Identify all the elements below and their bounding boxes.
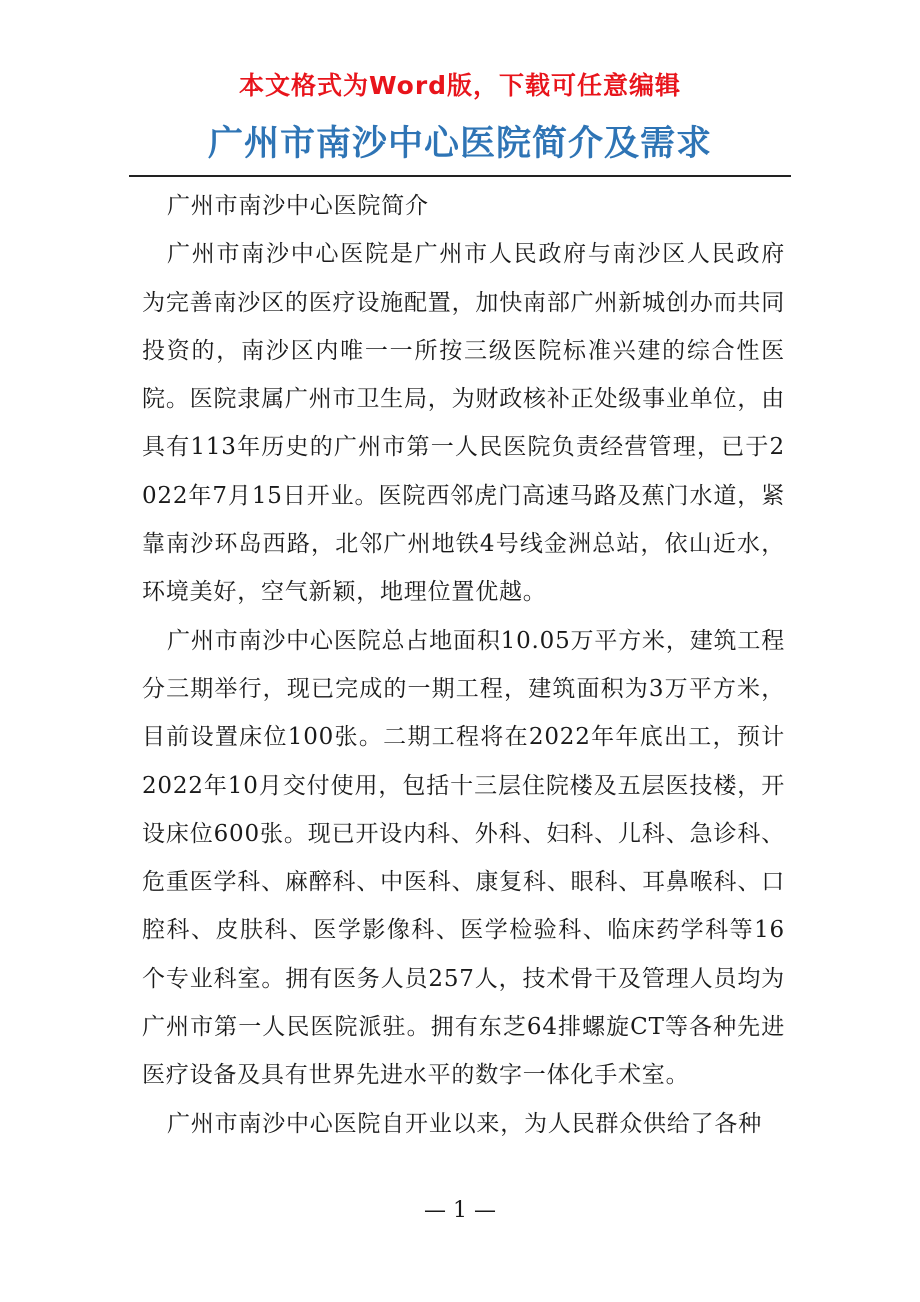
section-heading: 广州市南沙中心医院简介: [167, 193, 429, 219]
document-body: [142, 182, 785, 1148]
page-number: — 1 —: [424, 1198, 496, 1223]
paragraph-intro: 广州市南沙中心医院是广州市人民政府与南沙区人民政府为完善南沙区的医疗设施配置，加快南部广州新城创办而共同投资的，南沙区内唯一一所按三级医院标准兴建的综合性医院。医院隶属广州市卫生局，为财政核补正处级事业单位，由具有113年历史的广州市第一人民医院负责经营管理，已于2022年7月15日开业。医院西邻虎门高速马路及蕉门水道，紧靠南沙环岛西路，北邻广州地铁4号线金洲总站，依山近水，环境美好，空气新颖，地理位置优越。: [142, 241, 785, 606]
document-title: 广州市南沙中心医院简介及需求: [207, 124, 712, 164]
format-notice-banner: 本文格式为Word版，下载可任意编辑: [238, 71, 682, 100]
title-divider: [129, 175, 791, 177]
paragraph-services: 广州市南沙中心医院自开业以来，为人民群众供给了各种: [167, 1110, 762, 1137]
paragraph-facilities: 广州市南沙中心医院总占地面积10.05万平方米，建筑工程分三期举行，现已完成的一期工程，建筑面积为3万平方米，目前设置床位100张。二期工程将在2022年年底出工，预计2022年10月交付使用，包括十三层住院楼及五层医技楼，开设床位600张。现已开设内科、外科、妇科、儿科、急诊科、危重医学科、麻醉科、中医科、康复科、眼科、耳鼻喉科、口腔科、皮肤科、医学影像科、医学检验科、临床药学科等16个专业科室。拥有医务人员257人，技术骨干及管理人员均为广州市第一人民医院派驻。拥有东芝64排螺旋CT等各种先进医疗设备及具有世界先进水平的数字一体化手术室。: [142, 627, 785, 1089]
